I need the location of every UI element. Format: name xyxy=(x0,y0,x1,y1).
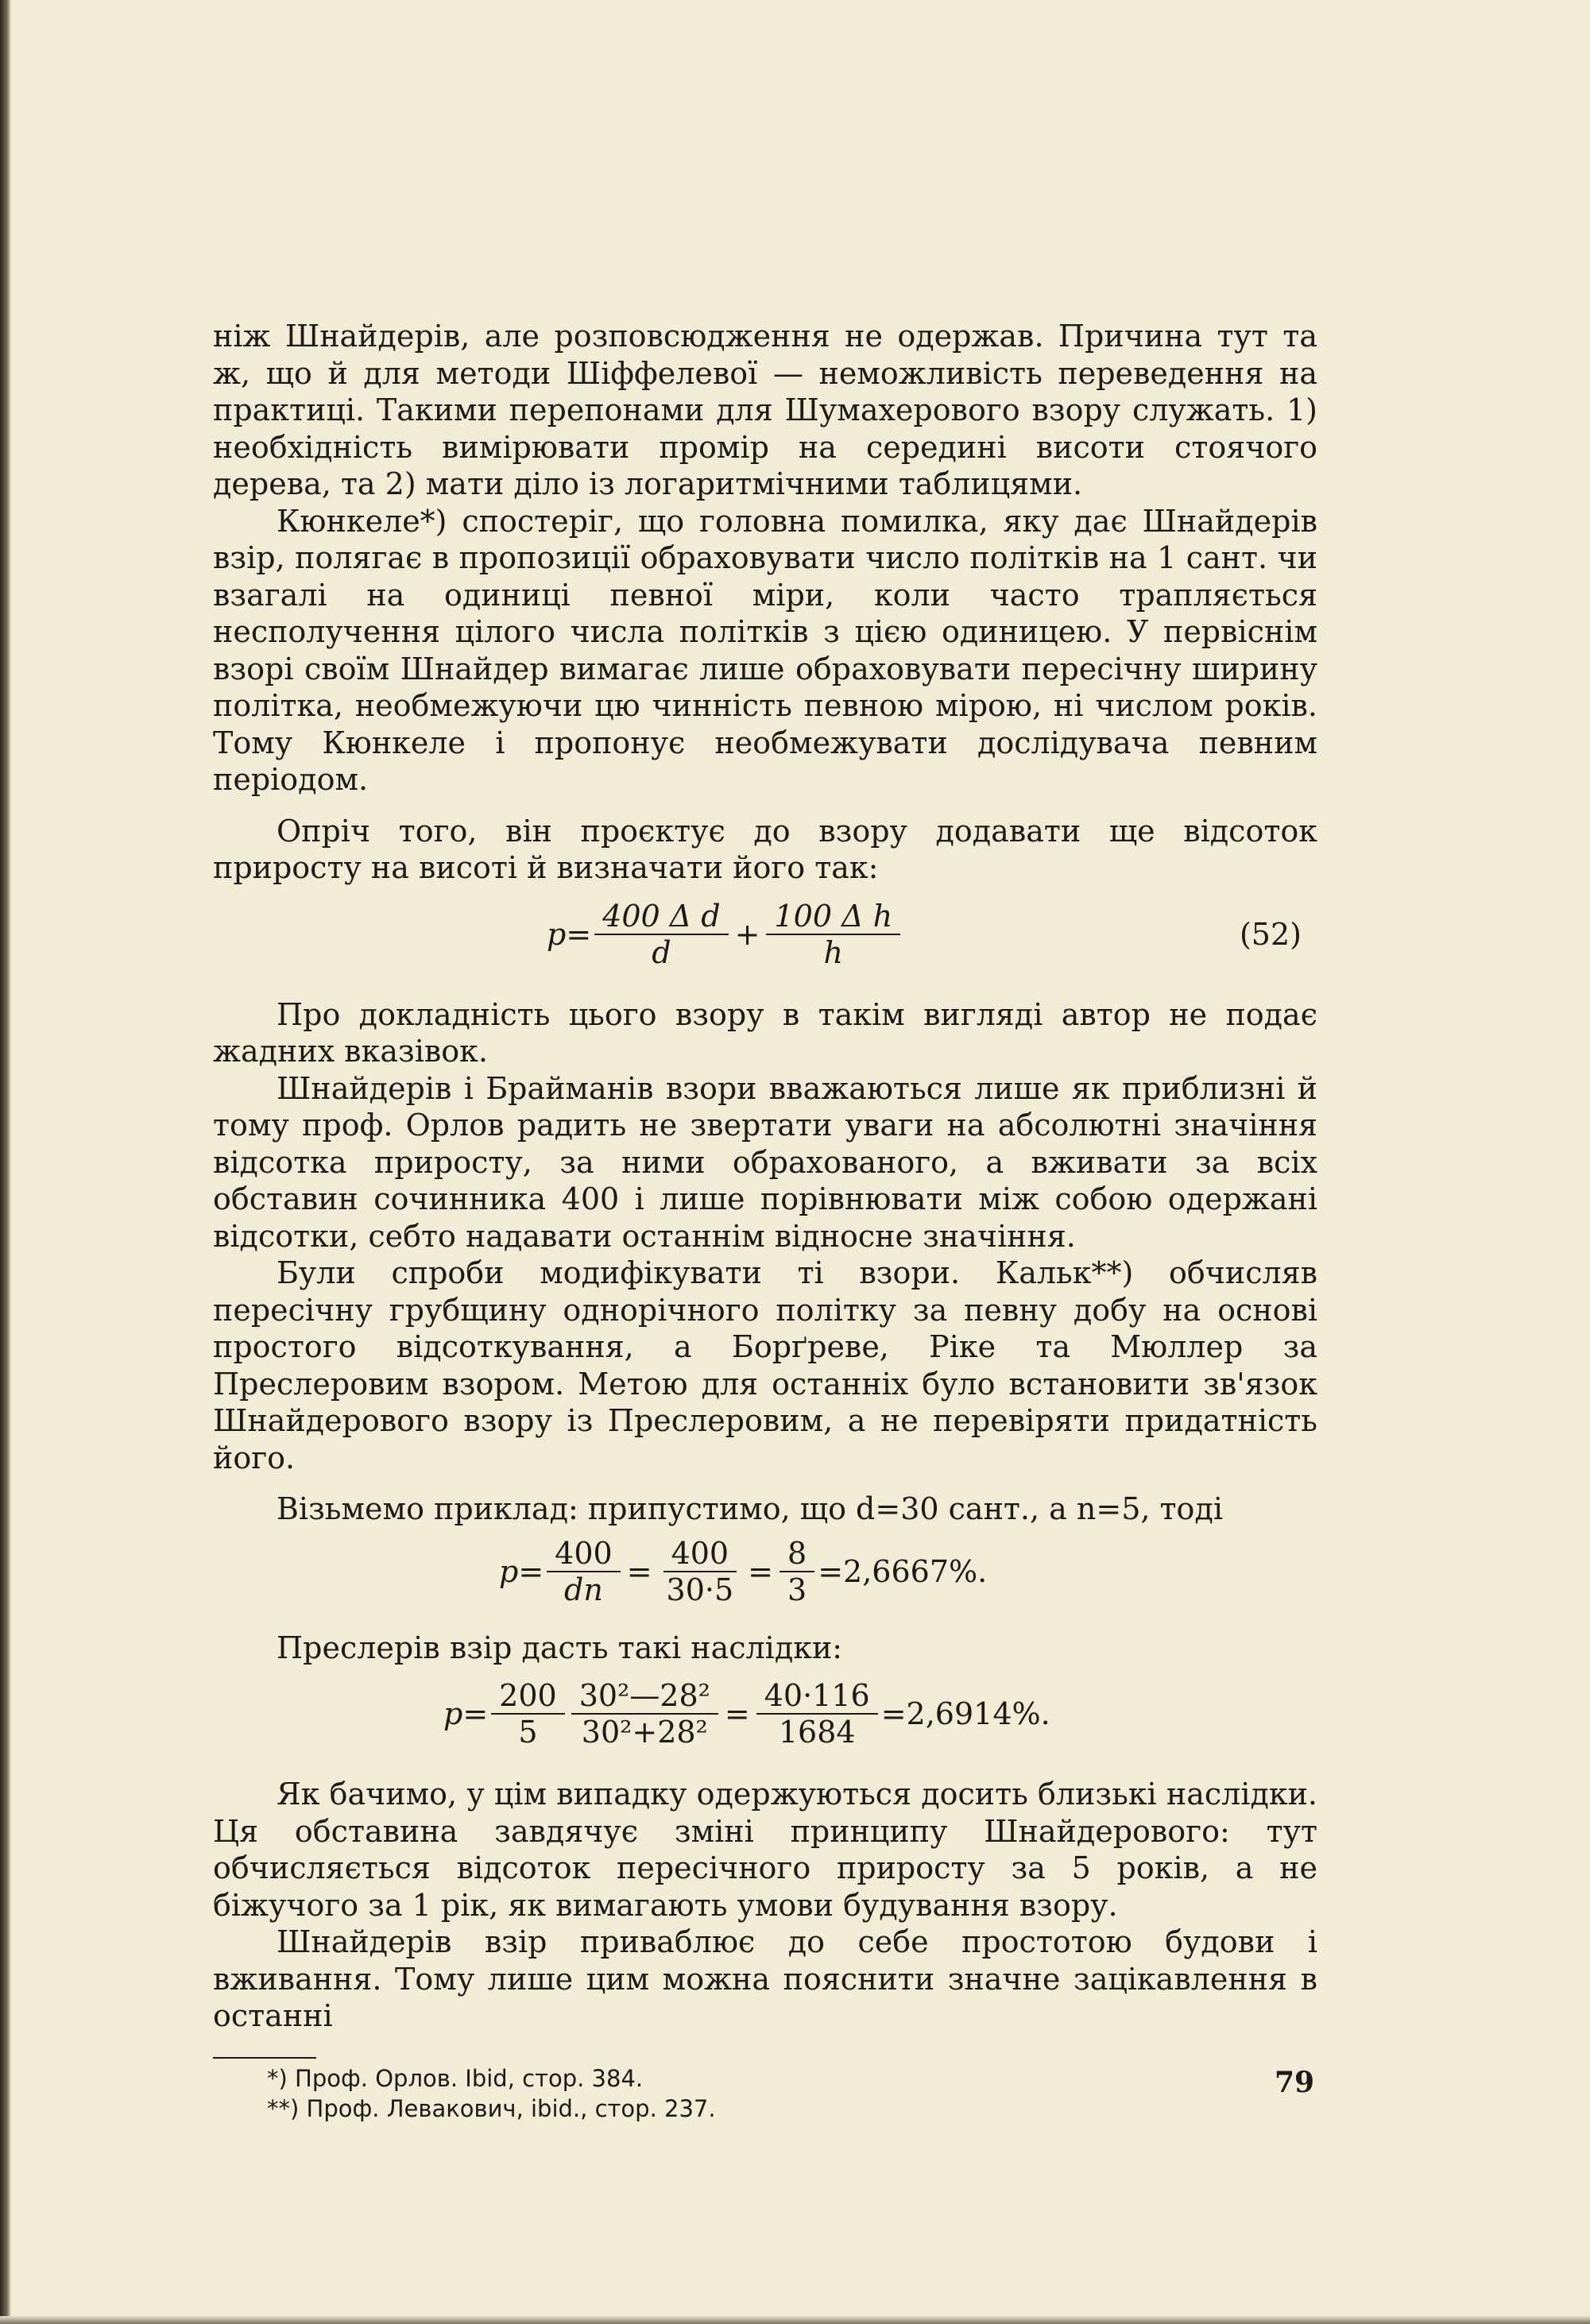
formula-52-f1-numerator: 400 Δ d xyxy=(594,899,728,935)
paragraph-9: Як бачимо, у цім випадку одержуються досить близькі наслідки. Ця обставина завдячує зміні принципу Шнайдерового: тут обчисляється відсоток пересічного приросту за 5 років, а не біжучого за 1 рік, як вимагають умови будування взору. xyxy=(213,1777,1317,1923)
formula-52 xyxy=(213,887,1317,982)
example-2-result: =2,6914%. xyxy=(880,1696,1050,1731)
paragraph-10: Шнайдерів взір приваблює до себе простотою будови і вживання. Тому лише цим можна пояснити значне зацікавлення в останні xyxy=(213,1924,1317,2033)
example-2-fraction-3 xyxy=(756,1678,878,1750)
paragraph-8: Преслерів взір дасть такі наслідки: xyxy=(277,1630,843,1665)
paragraph-5: Шнайдерів і Брайманів взори вважаються лише як приблизні й тому проф. Орлов радить не звертати уваги на абсолютні значіння відсотка приросту, за ними обрахованого, а вживати за всіх обставин сочинника 400 і лише порівнювати між собою одержані відсотки, себто надавати останнім відносне значіння. xyxy=(213,1070,1317,1254)
formula-52-fraction-1 xyxy=(594,899,728,970)
formula-example-1 xyxy=(213,1528,1317,1615)
example-1-f2-numerator: 400 xyxy=(663,1536,737,1572)
formula-52-lhs: p= xyxy=(547,916,592,952)
page-body xyxy=(213,318,1317,2124)
formula-52-plus: + xyxy=(734,916,760,952)
footnote-divider xyxy=(213,2057,316,2059)
formula-52-fraction-2 xyxy=(766,899,900,970)
example-2-f3-numerator: 40·116 xyxy=(756,1678,878,1715)
example-1-f1-numerator: 400 xyxy=(547,1536,621,1572)
example-2-f1-numerator: 200 xyxy=(491,1678,565,1715)
example-2-equals: = xyxy=(724,1696,750,1731)
example-1-equals-1: = xyxy=(626,1553,652,1589)
footnote-2: **) Проф. Левакович, ibid., стор. 237. xyxy=(267,2094,716,2122)
example-2-f3-denominator: 1684 xyxy=(778,1715,856,1750)
scan-bottom-edge xyxy=(0,2316,1590,2324)
footnote-1: *) Проф. Орлов. Ibid, стор. 384. xyxy=(267,2064,644,2092)
example-1-f3-denominator: 3 xyxy=(787,1572,807,1607)
equation-number: (52) xyxy=(1239,916,1302,952)
formula-52-f2-numerator: 100 Δ h xyxy=(766,899,900,935)
example-2-f1-denominator: 5 xyxy=(518,1715,538,1750)
page-number: 79 xyxy=(1275,2066,1315,2099)
example-1-fraction-2 xyxy=(659,1536,742,1607)
example-2-f2-denominator: 30²+28² xyxy=(581,1715,708,1750)
example-2-fraction-1 xyxy=(491,1678,565,1750)
formula-52-f2-denominator: h xyxy=(823,934,844,970)
example-1-equals-2: = xyxy=(748,1553,773,1589)
example-2-lhs: p= xyxy=(443,1696,489,1731)
paragraph-6: Були спроби модифікувати ті взори. Кальк**) обчисляв пересічну грубщину однорічного політку за певну добу на основі простого відсоткування, а Борґреве, Ріке та Мюллер за Преслеровим взором. Метою для останніх було встановити зв'язок Шнайдерового взору із Преслеровим, а не перевіряти придатність його. xyxy=(213,1255,1317,1475)
example-2-f2-numerator: 30²—28² xyxy=(571,1678,718,1715)
scan-left-edge xyxy=(0,0,11,2324)
formula-example-2 xyxy=(213,1666,1317,1761)
example-2-fraction-2 xyxy=(571,1678,718,1750)
example-1-f2-denominator: 30·5 xyxy=(666,1572,734,1607)
paragraph-3: Опріч того, він проєктує до взору додавати ще відсоток приросту на висоті й визначати його так: xyxy=(213,813,1317,885)
example-1-f3-numerator: 8 xyxy=(780,1536,814,1572)
formula-52-f1-denominator: d xyxy=(652,934,671,970)
paragraph-4: Про докладність цього взору в такім вигляді автор не подає жадних вказівок. xyxy=(213,996,1317,1069)
paragraph-2: Кюнкеле*) спостеріг, що головна помилка, яку дає Шнайдерів взір, полягає в пропозиції обраховувати число політків на 1 сант. чи взагалі на одиниці певної міри, коли часто трапляється несполучення цілого числа політків з цією одиницею. У первіснім взорі своїм Шнайдер вимагає лише обраховувати пересічну ширину політка, необмежуючи цю чинність певною мірою, ні числом років. Тому Кюнкеле і пропонує необмежувати дослідувача певним періодом. xyxy=(213,503,1317,797)
paragraph-7: Візьмемо приклад: припустимо, що d=30 сант., а n=5, тоді xyxy=(277,1491,1223,1526)
example-1-result: =2,6667%. xyxy=(818,1553,988,1589)
example-1-lhs: p= xyxy=(499,1553,544,1589)
example-1-fraction-3 xyxy=(780,1536,814,1607)
paragraph-1: ніж Шнайдерів, але розповсюдження не одержав. Причина тут та ж, що й для методи Шіффелевої — неможливість переведення на практиці. Такими перепонами для Шумахерового взору служать. 1) необхідність вимірювати промір на середині висоти стоячого дерева, та 2) мати діло із логаритмічними таблицями. xyxy=(213,319,1317,501)
example-1-fraction-1 xyxy=(547,1536,621,1607)
example-1-f1-denominator: dn xyxy=(564,1572,603,1607)
